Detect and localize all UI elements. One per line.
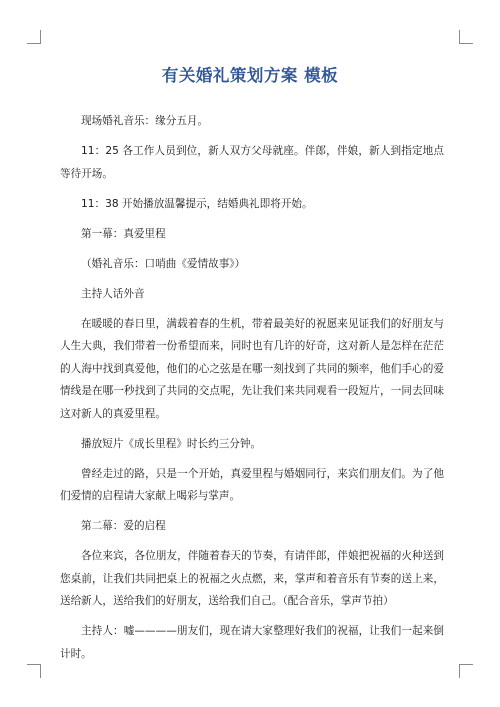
crop-mark-top-left [40,30,41,44]
document-body [60,110,444,673]
paragraph: （婚礼音乐：口哨曲《爱情故事》） [81,257,246,270]
paragraph: 在暖暖的春日里，满载着春的生机，带着最美好的祝愿来见证我们的好朋友与人生大典，我们带着一份希望而来，同时也有几许的好奇，这对新人是怎样在茫茫的人海中找到真爱他，他们的心之弦是在哪一刻找到了共同的频率，他们手心的爱情线是在哪一秒找到了共同的交点呢，先让我们来共同观看一段短片，一同去回味这对新人的真爱里程。 [60,317,444,420]
section-heading: 第一幕：真爱里程 [81,227,166,240]
paragraph: 各位来宾，各位朋友，伴随着春天的节奏，有请伴郎，伴娘把祝福的火种送到您桌前，让我们共同把桌上的祝福之火点燃，来，掌声和着音乐有节奏的送上来，送给新人，送给我们的好朋友，送给我们自己。（配合音乐，掌声节拍） [60,550,444,607]
paragraph: 主持人：嘘————朋友们，现在请大家整理好我们的祝福，让我们一起来倒计时。 [60,625,444,660]
paragraph: 11：38 开始播放温馨提示，结婚典礼即将开始。 [81,197,313,210]
crop-mark-bottom-right [459,664,460,678]
crop-mark-bottom-right [459,664,473,665]
paragraph: 曾经走过的路，只是一个开始，真爱里程与婚姻同行，来宾们朋友们。为了他们爱情的启程请大家献上喝彩与掌声。 [60,467,444,502]
paragraph: 播放短片《成长里程》时长约三分钟。 [81,437,262,450]
crop-mark-top-right [459,43,473,44]
section-heading: 第二幕：爱的启程 [81,520,166,532]
crop-mark-bottom-left [40,664,41,678]
crop-mark-bottom-left [27,664,41,665]
crop-mark-top-right [459,30,460,44]
paragraph: 11：25 各工作人员到位，新人双方父母就座。伴郎，伴娘，新人到指定地点等待开场。 [60,145,444,180]
paragraph: 主持人话外音 [81,287,145,300]
crop-mark-top-left [27,43,41,44]
paragraph: 现场婚礼音乐：缘分五月。 [81,115,209,127]
document-title: 有关婚礼策划方案 模板 [161,66,339,85]
